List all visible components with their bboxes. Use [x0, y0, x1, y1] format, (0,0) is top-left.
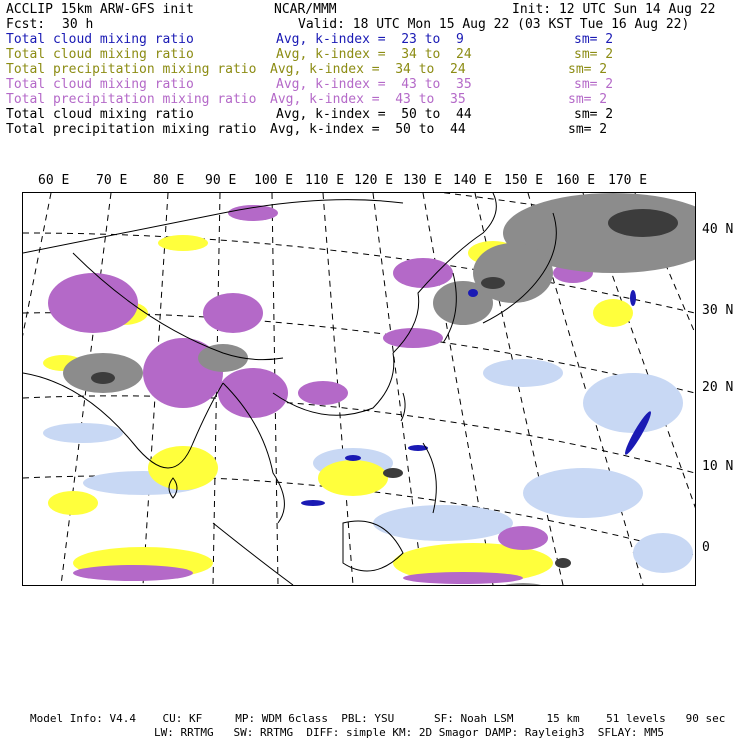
fcst-value: 30 h [62, 17, 94, 32]
legend-row-1-avg: Avg, k-index = 23 to 9 [276, 32, 464, 47]
legend-row-4-field: Total cloud mixing ratio [6, 77, 194, 92]
lon-label-140e: 140 E [453, 173, 493, 188]
fcst-label: Fcst: [6, 17, 46, 32]
legend-row-7-field: Total precipitation mixing ratio [6, 122, 257, 137]
lon-label-120e: 120 E [354, 173, 394, 188]
legend-row-2-field: Total cloud mixing ratio [6, 47, 194, 62]
org-label: NCAR/MMM [274, 2, 337, 17]
lon-label-170e: 170 E [608, 173, 648, 188]
legend-row-3-avg: Avg, k-index = 34 to 24 [270, 62, 466, 77]
lon-label-90e: 90 E [205, 173, 237, 188]
coastline-sumatra [213, 523, 293, 585]
lon-label-130e: 130 E [403, 173, 443, 188]
legend-row-5-field: Total precipitation mixing ratio [6, 92, 257, 107]
legend-row-4-sm: sm= 2 [574, 77, 614, 92]
coastline-philippines [423, 443, 436, 513]
lat-label-0: 0 [702, 540, 710, 555]
legend-row-5-sm: sm= 2 [568, 92, 608, 107]
valid-time: Valid: 18 UTC Mon 15 Aug 22 (03 KST Tue 16 Aug 22) [298, 17, 690, 32]
lat-label-40n: 40 N [702, 222, 734, 237]
legend-row-7-sm: sm= 2 [568, 122, 608, 137]
init-time: Init: 12 UTC Sun 14 Aug 22 [512, 2, 716, 17]
legend-row-6-sm: sm= 2 [574, 107, 614, 122]
legend-row-1-sm: sm= 2 [574, 32, 614, 47]
model-info-line-2: LW: RRTMG SW: RRTMG DIFF: simple KM: 2D Smagor DAMP: Rayleigh3 SFLAY: MM5 [154, 726, 664, 739]
legend-row-4-avg: Avg, k-index = 43 to 35 [276, 77, 472, 92]
legend-row-2-sm: sm= 2 [574, 47, 614, 62]
model-title: ACCLIP 15km ARW-GFS init [6, 2, 194, 17]
legend-row-3-sm: sm= 2 [568, 62, 608, 77]
lon-label-150e: 150 E [504, 173, 544, 188]
legend-row-5-avg: Avg, k-index = 43 to 35 [270, 92, 466, 107]
lon-label-60e: 60 E [38, 173, 70, 188]
map-svg [23, 193, 695, 585]
legend-row-6-avg: Avg, k-index = 50 to 44 [276, 107, 472, 122]
model-info-line-1: Model Info: V4.4 CU: KF MP: WDM 6class PBL: YSU SF: Noah LSM 15 km 51 levels 90 sec [30, 712, 726, 725]
legend-row-7-avg: Avg, k-index = 50 to 44 [270, 122, 466, 137]
lon-label-160e: 160 E [556, 173, 596, 188]
legend-row-3-field: Total precipitation mixing ratio [6, 62, 257, 77]
lat-label-20n: 20 N [702, 380, 734, 395]
border-inner-asia [23, 200, 403, 253]
lat-label-10n: 10 N [702, 459, 734, 474]
lon-label-80e: 80 E [153, 173, 185, 188]
legend-row-6-field: Total cloud mixing ratio [6, 107, 194, 122]
map-panel [22, 192, 696, 586]
lon-label-100e: 100 E [254, 173, 294, 188]
lat-label-30n: 30 N [702, 303, 734, 318]
lon-label-110e: 110 E [305, 173, 345, 188]
lon-label-70e: 70 E [96, 173, 128, 188]
legend-row-2-avg: Avg, k-index = 34 to 24 [276, 47, 472, 62]
legend-row-1-field: Total cloud mixing ratio [6, 32, 194, 47]
